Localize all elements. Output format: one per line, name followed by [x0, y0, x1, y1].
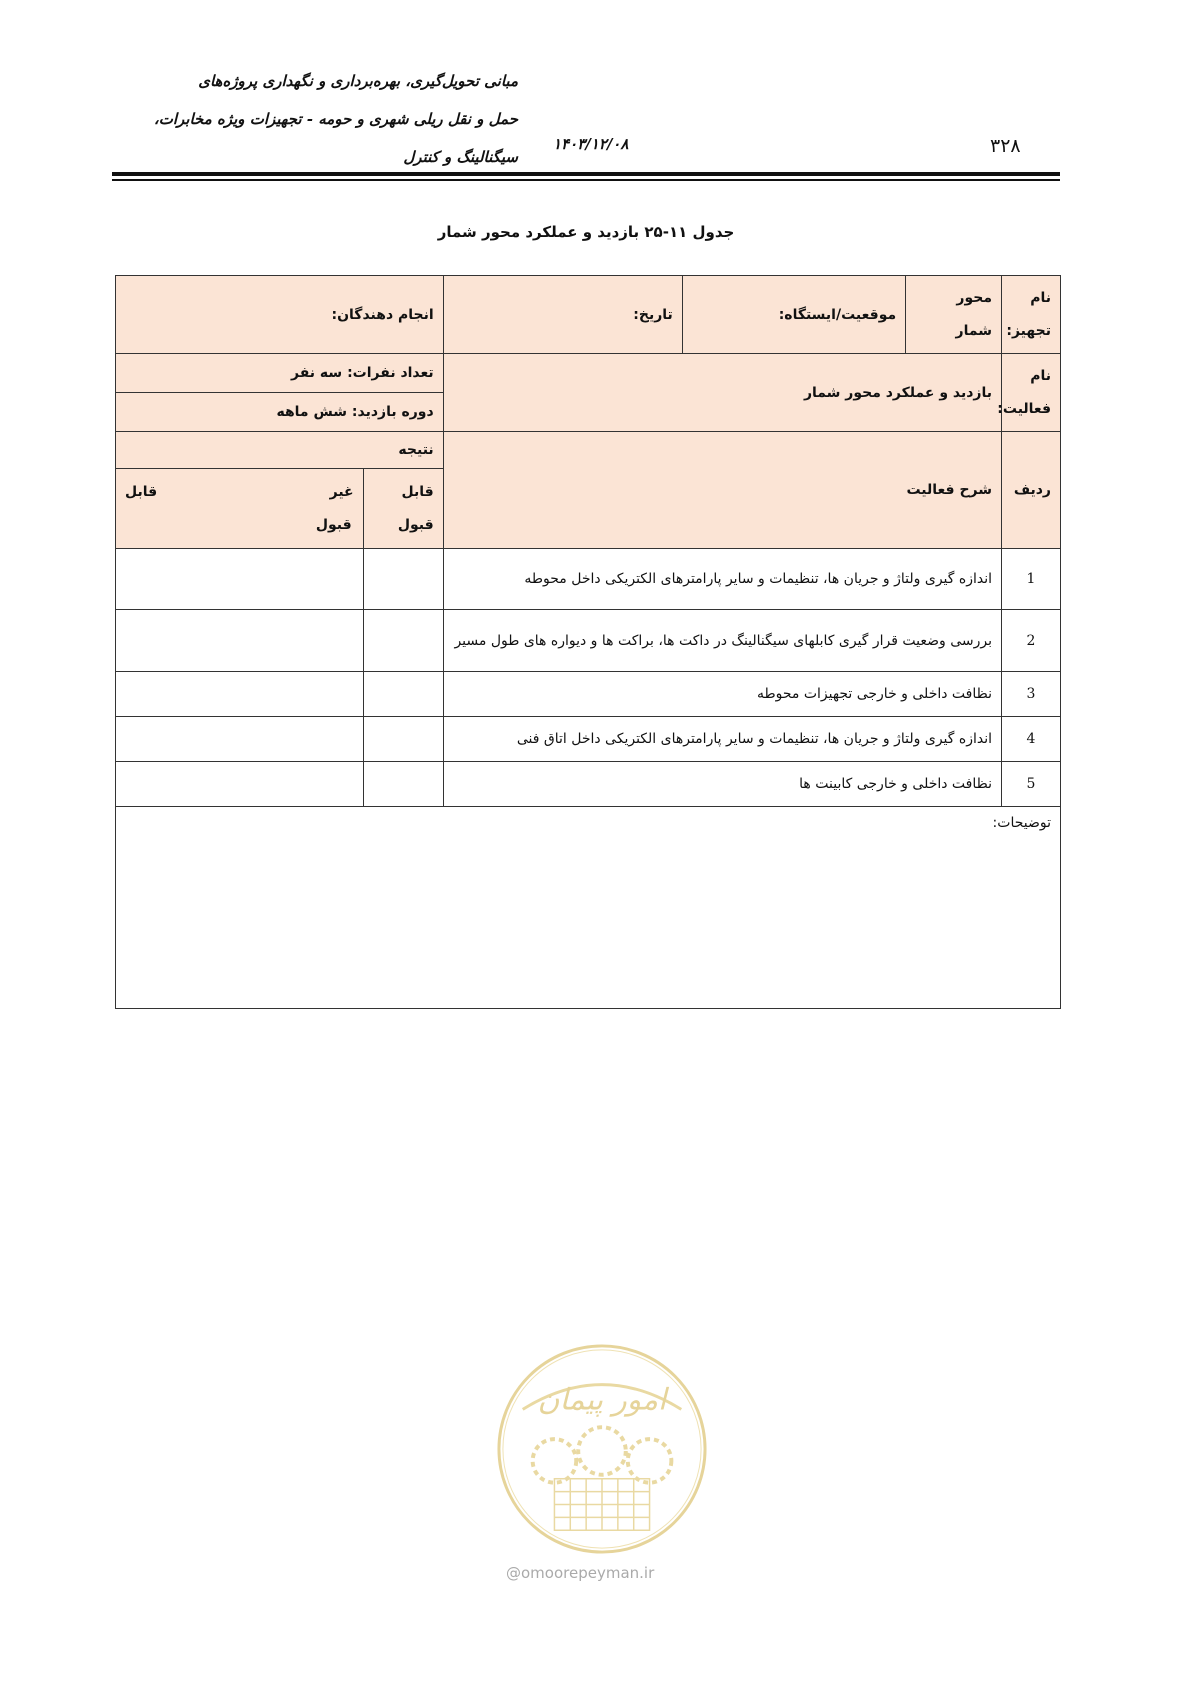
- row-description: نظافت داخلی و خارجی تجهیزات محوطه: [443, 672, 1001, 717]
- header-rule-thick: [112, 172, 1060, 176]
- header-title-line2: حمل و نقل ریلی شهری و حومه - تجهیزات ویژه مخابرات،: [153, 110, 518, 128]
- info-row-activity: [116, 354, 1061, 393]
- not-accepted-cell[interactable]: [116, 610, 364, 672]
- notes-label: توضیحات:: [116, 807, 1061, 1009]
- performers-label: انجام دهندگان:: [116, 276, 444, 354]
- table-row: [116, 672, 1061, 717]
- row-description: نظافت داخلی و خارجی کابینت ها: [443, 762, 1001, 807]
- accepted-cell[interactable]: [363, 672, 443, 717]
- description-header: شرح فعالیت: [443, 432, 1001, 549]
- location-label: موقعیت/ایستگاه:: [682, 276, 905, 354]
- inspection-table: [115, 275, 1061, 1009]
- visit-period: دوره بازدید: شش ماهه: [116, 393, 444, 432]
- accepted-cell[interactable]: [363, 762, 443, 807]
- staff-count: تعداد نفرات: سه نفر: [116, 354, 444, 393]
- row-number: 4: [1002, 717, 1061, 762]
- not-accepted-cell[interactable]: [116, 549, 364, 610]
- accepted-cell[interactable]: [363, 717, 443, 762]
- equipment-label: نام تجهیز:: [1002, 276, 1061, 354]
- page-number: ۳۲۸: [990, 135, 1021, 157]
- row-number: 5: [1002, 762, 1061, 807]
- header-title-line3: سیگنالینگ و کنترل: [403, 148, 518, 166]
- table-row: [116, 549, 1061, 610]
- watermark-seal-icon: [493, 1340, 711, 1558]
- activity-label: نام فعالیت:: [1002, 354, 1061, 432]
- not-accepted-header: غیر قابل قبول: [116, 469, 364, 549]
- row-description: اندازه گیری ولتاژ و جریان ها، تنظیمات و سایر پارامترهای الکتریکی داخل اتاق فنی: [443, 717, 1001, 762]
- notes-row: [116, 807, 1061, 1009]
- table-row: [116, 717, 1061, 762]
- row-description: اندازه گیری ولتاژ و جریان ها، تنظیمات و سایر پارامترهای الکتریکی داخل محوطه: [443, 549, 1001, 610]
- watermark-brand-text: امور پیمان: [537, 1382, 667, 1418]
- header-title-line1: مبانی تحویل‌گیری، بهره‌برداری و نگهداری پروژه‌های: [198, 72, 518, 90]
- result-header: نتیجه: [116, 432, 444, 469]
- accepted-cell[interactable]: [363, 549, 443, 610]
- row-number: 1: [1002, 549, 1061, 610]
- table-row: [116, 762, 1061, 807]
- header-date: ۱۴۰۳/۱۲/۰۸: [553, 135, 629, 153]
- not-accepted-cell[interactable]: [116, 672, 364, 717]
- not-accepted-cell[interactable]: [116, 717, 364, 762]
- not-accepted-cell[interactable]: [116, 762, 364, 807]
- table-row: [116, 610, 1061, 672]
- row-description: بررسی وضعیت قرار گیری کابلهای سیگنالینگ در داکت ها، براکت ها و دیواره های طول مسیر: [443, 610, 1001, 672]
- accepted-cell[interactable]: [363, 610, 443, 672]
- date-label: تاریخ:: [443, 276, 682, 354]
- info-row-equipment: [116, 276, 1061, 354]
- header-rule-thin: [112, 179, 1060, 181]
- row-number: 3: [1002, 672, 1061, 717]
- accepted-header: قابل قبول: [363, 469, 443, 549]
- table-caption: جدول ۱۱-۲۵ بازدید و عملکرد محور شمار: [437, 223, 735, 241]
- row-number-header: ردیف: [1002, 432, 1061, 549]
- watermark-url: @omoorepeyman.ir: [506, 1564, 655, 1582]
- table-header-row: [116, 432, 1061, 469]
- activity-value: بازدید و عملکرد محور شمار: [443, 354, 1001, 432]
- equipment-value: محور شمار: [906, 276, 1002, 354]
- row-number: 2: [1002, 610, 1061, 672]
